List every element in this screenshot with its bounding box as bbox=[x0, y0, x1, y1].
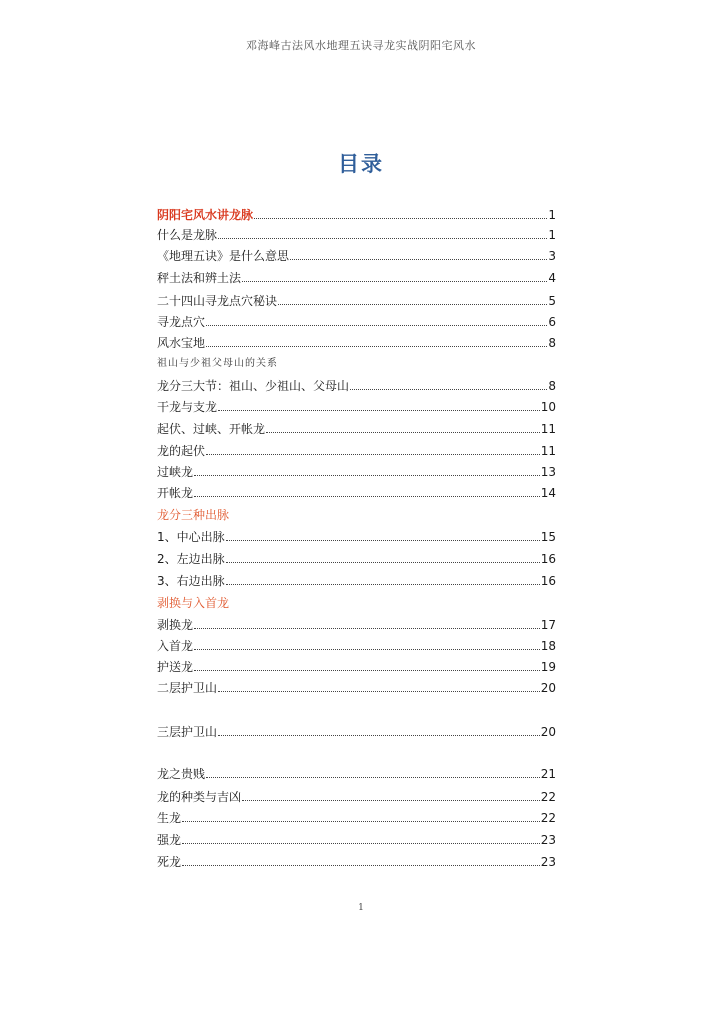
toc-entry[interactable] bbox=[157, 613, 556, 633]
toc-entry-title: 开帐龙 bbox=[157, 486, 194, 500]
toc-page-number: 8 bbox=[548, 336, 556, 350]
toc-entry[interactable] bbox=[157, 850, 556, 870]
toc-dot-leader bbox=[194, 496, 540, 497]
toc-entry-title: 风水宝地 bbox=[157, 336, 206, 350]
toc-page-number: 22 bbox=[540, 790, 556, 804]
toc-entry-title: 剥换与入首龙 bbox=[157, 596, 230, 610]
toc-entry[interactable] bbox=[157, 244, 556, 264]
page-title: 目录 bbox=[338, 151, 384, 176]
toc-entry-title: 龙分三种出脉 bbox=[157, 508, 230, 522]
toc-dot-leader bbox=[350, 389, 547, 390]
toc-entry[interactable] bbox=[157, 634, 556, 654]
toc-dot-leader bbox=[218, 410, 540, 411]
toc-page-number: 23 bbox=[540, 855, 556, 869]
toc-entry-title: 生龙 bbox=[157, 811, 182, 825]
toc-entry-title: 龙的种类与吉凶 bbox=[157, 790, 242, 804]
toc-page-number: 18 bbox=[540, 639, 556, 653]
toc-entry-title: 阴阳宅风水讲龙脉 bbox=[157, 208, 254, 222]
toc-entry[interactable] bbox=[157, 417, 556, 437]
toc-page-number: 4 bbox=[548, 271, 556, 285]
toc-dot-leader bbox=[182, 843, 540, 844]
toc-entry[interactable] bbox=[157, 352, 556, 372]
toc-page-number: 10 bbox=[540, 400, 556, 414]
toc-page-number: 5 bbox=[548, 294, 556, 308]
toc-entry[interactable] bbox=[157, 310, 556, 330]
toc-entry[interactable] bbox=[157, 676, 556, 696]
toc-dot-leader bbox=[242, 281, 547, 282]
toc-entry[interactable] bbox=[157, 720, 556, 740]
toc-entry-title: 龙之贵贱 bbox=[157, 767, 206, 781]
toc-entry-title: 2、左边出脉 bbox=[157, 552, 225, 566]
toc-dot-leader bbox=[278, 304, 547, 305]
toc-entry-title: 剥换龙 bbox=[157, 618, 194, 632]
toc-entry-title: 龙的起伏 bbox=[157, 444, 206, 458]
toc-dot-leader bbox=[242, 800, 540, 801]
toc-entry-title: 寻龙点穴 bbox=[157, 315, 206, 329]
toc-entry-title: 龙分三大节：祖山、少祖山、父母山 bbox=[157, 379, 350, 393]
toc-entry-title: 三层护卫山 bbox=[157, 725, 218, 739]
toc-entry[interactable] bbox=[157, 374, 556, 394]
toc-entry[interactable] bbox=[157, 481, 556, 501]
toc-page-number: 22 bbox=[540, 811, 556, 825]
toc-entry-title: 二十四山寻龙点穴秘诀 bbox=[157, 294, 278, 308]
toc-entry[interactable] bbox=[157, 223, 556, 243]
toc-page-number: 6 bbox=[548, 315, 556, 329]
toc-page-number: 3 bbox=[548, 249, 556, 263]
toc-page-number: 17 bbox=[540, 618, 556, 632]
toc-dot-leader bbox=[266, 432, 540, 433]
toc-page-number: 11 bbox=[540, 422, 556, 436]
toc-page-number: 23 bbox=[540, 833, 556, 847]
running-header: 邓海峰古法风水地理五诀寻龙实战阴阳宅风水 bbox=[246, 39, 476, 52]
page-number: 1 bbox=[358, 903, 364, 913]
toc-page-number: 20 bbox=[540, 681, 556, 695]
toc-dot-leader bbox=[194, 670, 540, 671]
toc-entry[interactable] bbox=[157, 331, 556, 351]
toc-page-number: 21 bbox=[540, 767, 556, 781]
toc-dot-leader bbox=[226, 584, 540, 585]
toc-page-number: 15 bbox=[540, 530, 556, 544]
toc-entry-title: 护送龙 bbox=[157, 660, 194, 674]
toc-dot-leader bbox=[206, 346, 547, 347]
toc-dot-leader bbox=[218, 735, 540, 736]
toc-dot-leader bbox=[182, 865, 540, 866]
toc-entry[interactable] bbox=[157, 547, 556, 567]
toc-page-number: 16 bbox=[540, 552, 556, 566]
toc-entry-title: 什么是龙脉 bbox=[157, 228, 218, 242]
toc-entry[interactable] bbox=[157, 289, 556, 309]
toc-dot-leader bbox=[194, 649, 540, 650]
toc-page-number: 20 bbox=[540, 725, 556, 739]
toc-dot-leader bbox=[226, 562, 540, 563]
toc-page-number: 13 bbox=[540, 465, 556, 479]
toc-entry-title: 干龙与支龙 bbox=[157, 400, 218, 414]
toc-page-number: 1 bbox=[548, 228, 556, 242]
toc-entry-title: 死龙 bbox=[157, 855, 182, 869]
toc-entry[interactable] bbox=[157, 655, 556, 675]
toc-entry-title: 秤土法和辨土法 bbox=[157, 271, 242, 285]
toc-entry-title: 祖山与少祖父母山的关系 bbox=[157, 358, 278, 369]
toc-dot-leader bbox=[218, 238, 547, 239]
toc-page-number: 14 bbox=[540, 486, 556, 500]
toc-dot-leader bbox=[254, 218, 547, 219]
toc-entry-title: 入首龙 bbox=[157, 639, 194, 653]
toc-dot-leader bbox=[226, 540, 540, 541]
toc-entry-title: 过峡龙 bbox=[157, 465, 194, 479]
toc-entry[interactable] bbox=[157, 785, 556, 805]
toc-entry[interactable] bbox=[157, 569, 556, 589]
toc-page-number: 1 bbox=[548, 208, 556, 222]
toc-entry-title: 3、右边出脉 bbox=[157, 574, 225, 588]
toc-entry[interactable] bbox=[157, 591, 556, 611]
toc-entry[interactable] bbox=[157, 503, 556, 523]
toc-entry[interactable] bbox=[157, 525, 556, 545]
toc-entry[interactable] bbox=[157, 266, 556, 286]
toc-entry[interactable] bbox=[157, 439, 556, 459]
toc-entry[interactable] bbox=[157, 762, 556, 782]
toc-page-number: 16 bbox=[540, 574, 556, 588]
toc-dot-leader bbox=[206, 454, 540, 455]
toc-dot-leader bbox=[194, 628, 540, 629]
toc-entry-title: 起伏、过峡、开帐龙 bbox=[157, 422, 266, 436]
toc-dot-leader bbox=[206, 777, 540, 778]
toc-entry-title: 强龙 bbox=[157, 833, 182, 847]
toc-entry-title: 《地理五诀》是什么意思 bbox=[157, 249, 290, 263]
toc-entry[interactable] bbox=[157, 828, 556, 848]
toc-entry-title: 1、中心出脉 bbox=[157, 530, 225, 544]
toc-dot-leader bbox=[182, 821, 540, 822]
toc-entry[interactable] bbox=[157, 395, 556, 415]
toc-page-number: 8 bbox=[548, 379, 556, 393]
toc-entry[interactable] bbox=[157, 806, 556, 826]
toc-dot-leader bbox=[290, 259, 547, 260]
toc-dot-leader bbox=[194, 475, 540, 476]
toc-entry[interactable] bbox=[157, 203, 556, 223]
toc-entry-title: 二层护卫山 bbox=[157, 681, 218, 695]
toc-page-number: 19 bbox=[540, 660, 556, 674]
toc-entry[interactable] bbox=[157, 460, 556, 480]
toc-dot-leader bbox=[218, 691, 540, 692]
toc-dot-leader bbox=[206, 325, 547, 326]
toc-page-number: 11 bbox=[540, 444, 556, 458]
